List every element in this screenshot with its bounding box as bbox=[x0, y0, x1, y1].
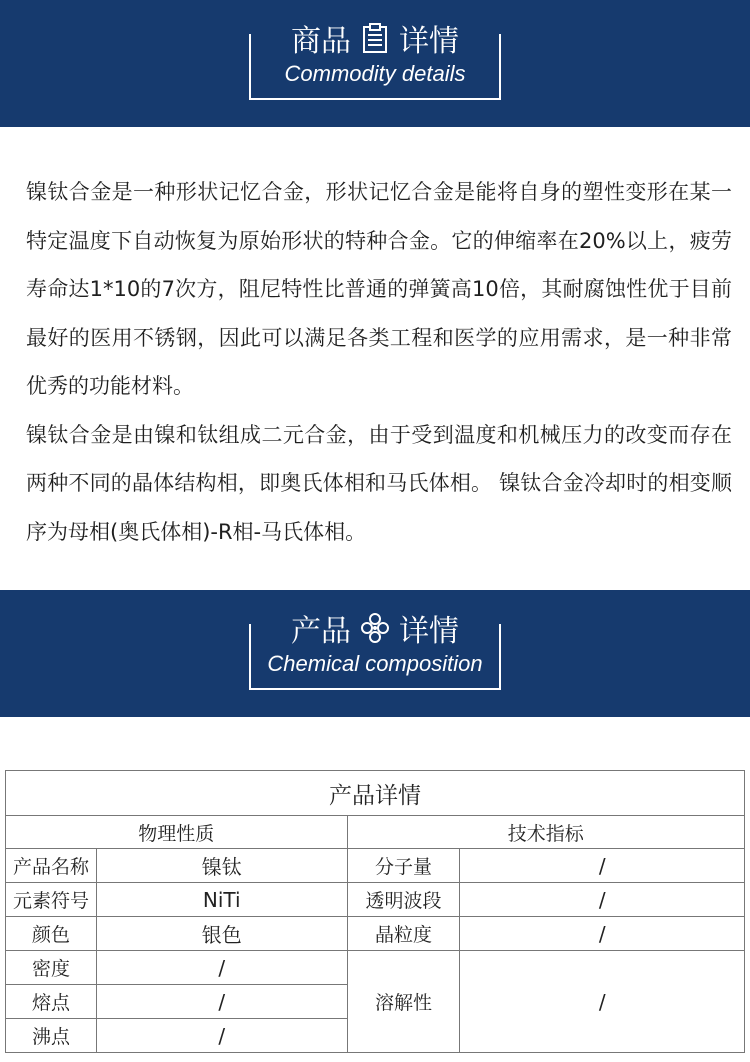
product-description bbox=[26, 168, 732, 556]
row-value: / bbox=[460, 849, 745, 883]
row-value: 镍钛 bbox=[96, 849, 347, 883]
row-label: 密度 bbox=[6, 951, 97, 985]
row-label: 透明波段 bbox=[347, 883, 460, 917]
section-title-left: 产品 bbox=[291, 614, 351, 649]
row-value: / bbox=[460, 951, 745, 1053]
description-paragraph: 镍钛合金是由镍和钛组成二元合金，由于受到温度和机械压力的改变而存在两种不同的晶体结构相，即奥氏体相和马氏体相。 镍钛合金冷却时的相变顺序为母相(奥氏体相)-R相-马氏体相。 bbox=[26, 422, 732, 544]
row-label: 熔点 bbox=[6, 985, 97, 1019]
row-value: / bbox=[460, 917, 745, 951]
section-title bbox=[281, 606, 469, 650]
row-value: NiTi bbox=[96, 883, 347, 917]
chemical-composition-banner bbox=[0, 590, 750, 717]
spec-table bbox=[5, 770, 745, 1053]
clipboard-icon bbox=[359, 22, 391, 54]
molecule-icon bbox=[359, 612, 391, 644]
row-label: 沸点 bbox=[6, 1019, 97, 1053]
row-label: 分子量 bbox=[347, 849, 460, 883]
table-row bbox=[6, 883, 745, 917]
table-row bbox=[6, 849, 745, 883]
row-label: 溶解性 bbox=[347, 951, 460, 1053]
commodity-details-banner bbox=[0, 0, 750, 127]
section-subtitle: Chemical composition bbox=[267, 651, 483, 676]
section-title-left: 商品 bbox=[291, 24, 351, 59]
table-title: 产品详情 bbox=[6, 771, 745, 816]
row-value: / bbox=[96, 951, 347, 985]
table-row bbox=[6, 951, 745, 985]
column-header-technical: 技术指标 bbox=[347, 816, 744, 849]
table-row bbox=[6, 917, 745, 951]
row-label: 产品名称 bbox=[6, 849, 97, 883]
row-label: 元素符号 bbox=[6, 883, 97, 917]
section-title bbox=[281, 16, 469, 60]
section-subtitle: Commodity details bbox=[284, 61, 466, 86]
column-header-physical: 物理性质 bbox=[6, 816, 348, 849]
description-paragraph: 镍钛合金是一种形状记忆合金，形状记忆合金是能将自身的塑性变形在某一特定温度下自动恢复为原始形状的特种合金。它的伸缩率在20%以上，疲劳寿命达1*10的7次方，阻尼特性比普通的弹簧高10倍，其耐腐蚀性优于目前最好的医用不锈钢，因此可以满足各类工程和医学的应用需求，是一种非常优秀的功能材料。 bbox=[26, 180, 732, 398]
section-title-right: 详情 bbox=[399, 614, 459, 649]
section-title-right: 详情 bbox=[399, 24, 459, 59]
row-label: 晶粒度 bbox=[347, 917, 460, 951]
row-value: 银色 bbox=[96, 917, 347, 951]
row-value: / bbox=[96, 1019, 347, 1053]
row-value: / bbox=[460, 883, 745, 917]
row-label: 颜色 bbox=[6, 917, 97, 951]
row-value: / bbox=[96, 985, 347, 1019]
